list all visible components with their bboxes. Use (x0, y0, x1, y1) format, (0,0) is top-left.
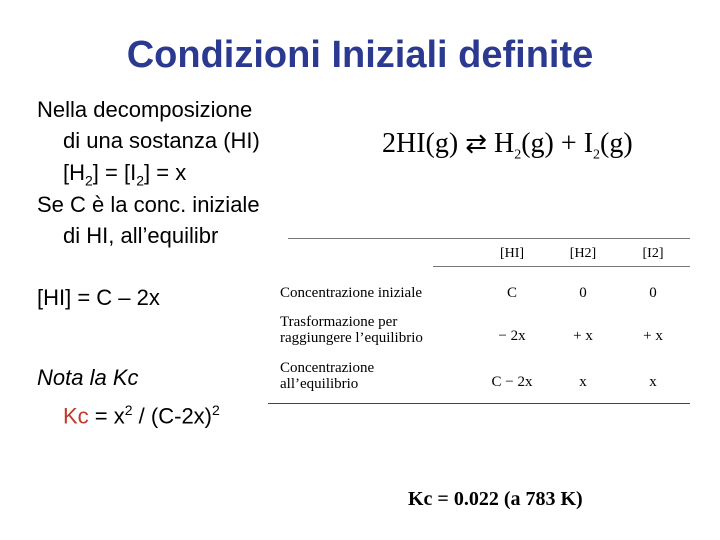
table-cell: x (579, 374, 587, 390)
equilibrium-arrow-icon: ⇄ (465, 129, 487, 158)
table-cell: 0 (579, 285, 587, 301)
ice-table (268, 236, 690, 404)
table-cell: x (649, 374, 657, 390)
body-line-3: $[H_2] = [I_2] = x$ (63, 160, 187, 189)
table-rule-top (288, 238, 690, 239)
kc-label: Kc (63, 403, 89, 429)
reaction-equation: 2HI(g) ⇄ $H_2(g) + I_2(g)$ (382, 128, 633, 163)
table-cell: + x (573, 328, 593, 344)
body-line-6: [HI] = C – 2x (37, 285, 160, 310)
table-cell: C − 2x (491, 374, 533, 390)
table-rule-header (433, 266, 690, 267)
table-row-label: Trasformazione per raggiungere l’equilibrio (280, 314, 423, 346)
table-cell: 0 (649, 285, 657, 301)
table-rule-bottom (268, 403, 690, 404)
body-line-4: Se C è la conc. iniziale (37, 192, 260, 217)
table-row-label: Concentrazione all’equilibrio (280, 360, 375, 392)
body-line-5: di HI, all’equilibr (63, 223, 219, 248)
body-line-8: $Kc = x^2 / (C-2x)^2$ (63, 402, 220, 429)
table-header-i2: [I2] (642, 246, 664, 261)
table-cell: C (506, 285, 517, 301)
table-header-hi: [HI] (499, 246, 525, 261)
slide-title: Condizioni Iniziali definite (126, 34, 594, 76)
table-cell: + x (643, 328, 663, 344)
body-line-2: di una sostanza (HI) (63, 128, 260, 153)
body-line-1: Nella decomposizione (37, 97, 253, 122)
kc-value-caption: Kc = 0.022 (a 783 K) (408, 488, 583, 510)
table-header-h2: [H2] (569, 246, 597, 261)
table-row-label: Concentrazione iniziale (280, 285, 423, 301)
body-line-7: Nota la Kc (37, 365, 139, 390)
table-cell: − 2x (498, 328, 526, 344)
